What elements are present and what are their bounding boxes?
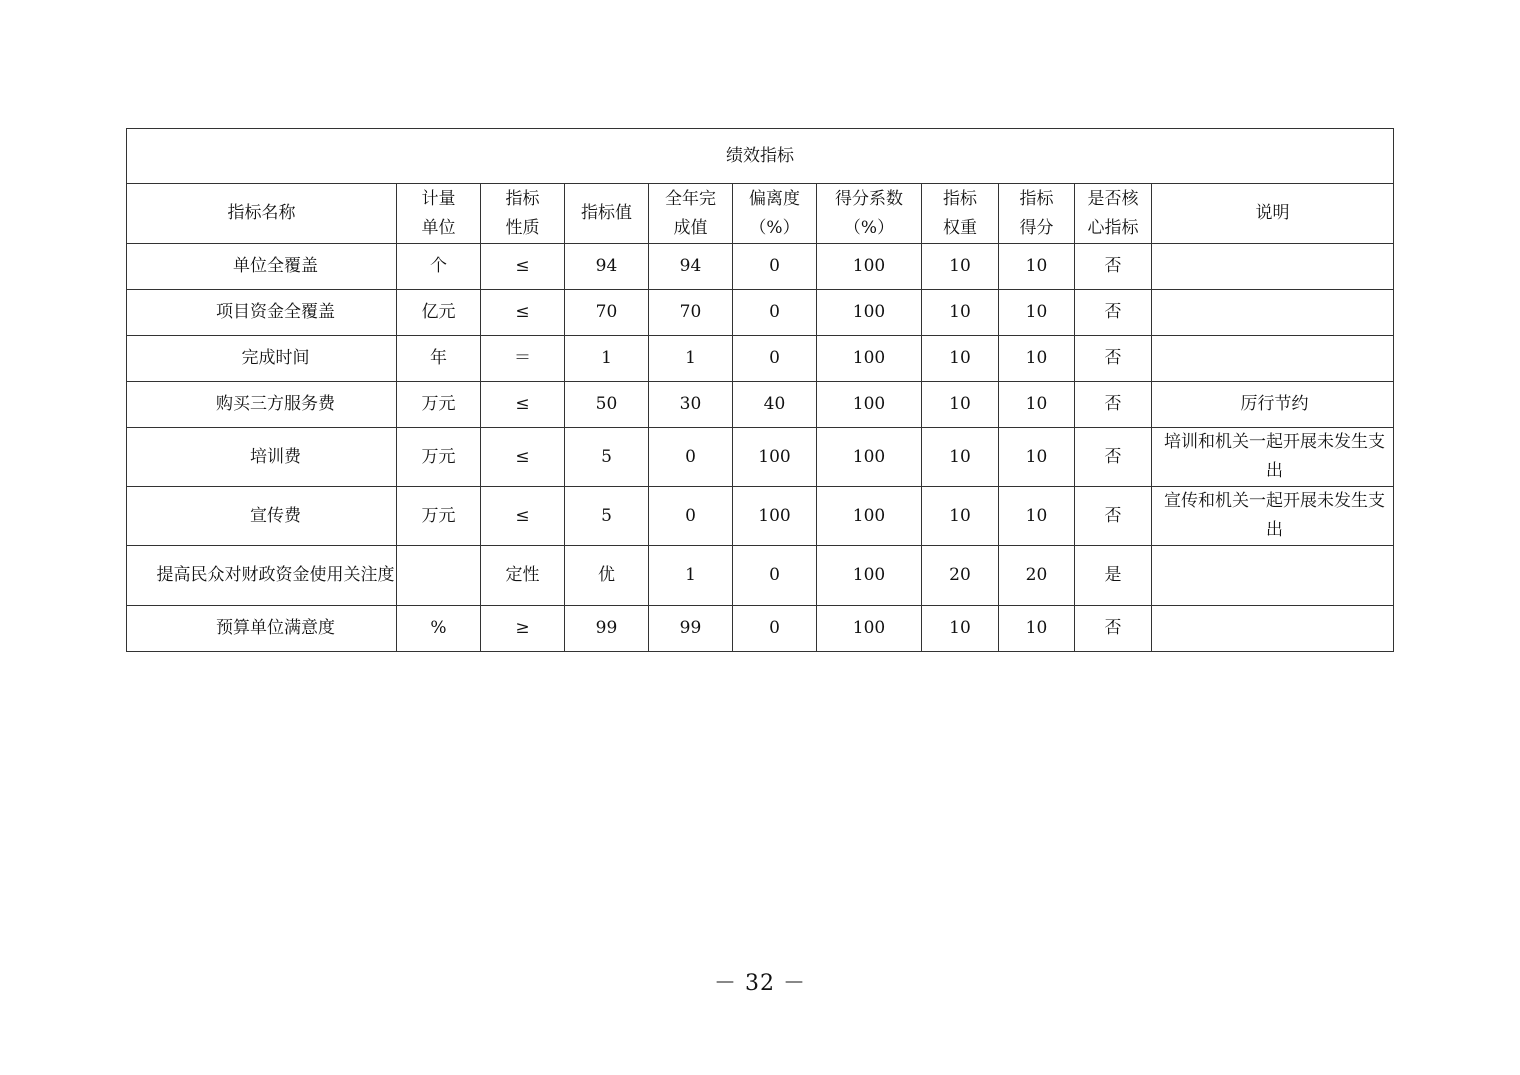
header-text: 计量	[421, 188, 456, 209]
is-core-cell: 否	[1075, 290, 1152, 336]
indicator-name-cell: 预算单位满意度	[127, 606, 397, 652]
is-core-cell: 是	[1075, 546, 1152, 606]
score-coefficient-cell: 100	[817, 428, 922, 487]
header-text: 成值	[673, 217, 708, 238]
header-text: 指标	[1019, 188, 1054, 209]
nature-cell: ＝	[481, 336, 565, 382]
actual-value-cell: 0	[649, 487, 733, 546]
target-value-cell: 99	[565, 606, 649, 652]
table-title-row	[127, 129, 1394, 184]
header-note	[1152, 184, 1394, 244]
header-indicator-name	[127, 184, 397, 244]
is-core-cell: 否	[1075, 244, 1152, 290]
unit-cell: 亿元	[397, 290, 481, 336]
target-value-cell: 5	[565, 487, 649, 546]
weight-cell: 10	[922, 290, 999, 336]
nature-cell: ≥	[481, 606, 565, 652]
note-cell: 厉行节约	[1152, 382, 1394, 428]
actual-value-cell: 94	[649, 244, 733, 290]
header-text: 指标	[943, 188, 977, 209]
is-core-cell: 否	[1075, 606, 1152, 652]
actual-value-cell: 1	[649, 336, 733, 382]
table-header-row	[127, 184, 1394, 244]
header-text: 偏离度	[749, 188, 800, 209]
deviation-cell: 0	[733, 290, 817, 336]
header-text: 说明	[1255, 203, 1290, 223]
weight-cell: 20	[922, 546, 999, 606]
note-cell	[1152, 336, 1394, 382]
header-text: 得分	[1019, 217, 1054, 238]
indicator-name-cell: 完成时间	[127, 336, 397, 382]
actual-value-cell: 99	[649, 606, 733, 652]
target-value-cell: 5	[565, 428, 649, 487]
indicator-name-cell: 购买三方服务费	[127, 382, 397, 428]
unit-cell	[397, 546, 481, 606]
actual-value-cell: 70	[649, 290, 733, 336]
note-cell	[1152, 290, 1394, 336]
score-coefficient-cell: 100	[817, 244, 922, 290]
header-text: 权重	[943, 217, 977, 238]
note-cell	[1152, 244, 1394, 290]
indicator-name-cell: 宣传费	[127, 487, 397, 546]
indicator-name-cell: 培训费	[127, 428, 397, 487]
page-number: － 32 －	[714, 971, 806, 996]
target-value-cell: 1	[565, 336, 649, 382]
header-text: 单位	[421, 217, 456, 238]
weight-cell: 10	[922, 428, 999, 487]
nature-cell: ≤	[481, 290, 565, 336]
nature-cell: ≤	[481, 244, 565, 290]
score-cell: 10	[999, 606, 1075, 652]
header-text: 性质	[505, 217, 540, 238]
score-cell: 10	[999, 487, 1075, 546]
header-score-coefficient	[817, 184, 922, 244]
target-value-cell: 50	[565, 382, 649, 428]
weight-cell: 10	[922, 244, 999, 290]
deviation-cell: 0	[733, 606, 817, 652]
weight-cell: 10	[922, 606, 999, 652]
unit-cell: 个	[397, 244, 481, 290]
is-core-cell: 否	[1075, 336, 1152, 382]
score-coefficient-cell: 100	[817, 382, 922, 428]
actual-value-cell: 0	[649, 428, 733, 487]
deviation-cell: 40	[733, 382, 817, 428]
score-cell: 10	[999, 428, 1075, 487]
indicator-name-cell: 提高民众对财政资金使用关注度	[127, 546, 397, 606]
note-cell: 宣传和机关一起开展未发生支出	[1152, 487, 1394, 546]
nature-cell: 定性	[481, 546, 565, 606]
nature-cell: ≤	[481, 428, 565, 487]
header-text: 是否核	[1087, 188, 1139, 209]
unit-cell: 万元	[397, 487, 481, 546]
table-row	[127, 546, 1394, 606]
header-score	[999, 184, 1075, 244]
is-core-cell: 否	[1075, 382, 1152, 428]
weight-cell: 10	[922, 487, 999, 546]
score-coefficient-cell: 100	[817, 487, 922, 546]
performance-indicator-table	[126, 128, 1394, 652]
score-coefficient-cell: 100	[817, 546, 922, 606]
header-is-core	[1075, 184, 1152, 244]
header-nature	[481, 184, 565, 244]
header-deviation	[733, 184, 817, 244]
header-weight	[922, 184, 999, 244]
deviation-cell: 0	[733, 546, 817, 606]
is-core-cell: 否	[1075, 487, 1152, 546]
header-text: 得分系数	[835, 188, 903, 209]
score-cell: 10	[999, 290, 1075, 336]
nature-cell: ≤	[481, 487, 565, 546]
deviation-cell: 0	[733, 244, 817, 290]
header-text: 指标名称	[227, 203, 296, 223]
header-text: （%）	[843, 217, 895, 238]
deviation-cell: 100	[733, 428, 817, 487]
target-value-cell: 优	[565, 546, 649, 606]
indicator-name-cell: 项目资金全覆盖	[127, 290, 397, 336]
score-cell: 20	[999, 546, 1075, 606]
actual-value-cell: 30	[649, 382, 733, 428]
table-row	[127, 382, 1394, 428]
score-coefficient-cell: 100	[817, 606, 922, 652]
nature-cell: ≤	[481, 382, 565, 428]
header-actual-value	[649, 184, 733, 244]
header-text: （%）	[749, 217, 800, 238]
note-cell	[1152, 546, 1394, 606]
weight-cell: 10	[922, 382, 999, 428]
header-text: 心指标	[1087, 217, 1139, 238]
header-text: 指标	[505, 188, 540, 209]
header-unit	[397, 184, 481, 244]
deviation-cell: 100	[733, 487, 817, 546]
is-core-cell: 否	[1075, 428, 1152, 487]
table-row	[127, 290, 1394, 336]
score-cell: 10	[999, 382, 1075, 428]
actual-value-cell: 1	[649, 546, 733, 606]
table-row	[127, 606, 1394, 652]
table-row	[127, 428, 1394, 487]
deviation-cell: 0	[733, 336, 817, 382]
unit-cell: %	[397, 606, 481, 652]
note-cell	[1152, 606, 1394, 652]
table-body	[127, 244, 1394, 652]
header-target-value	[565, 184, 649, 244]
score-coefficient-cell: 100	[817, 336, 922, 382]
header-text: 全年完	[665, 188, 716, 209]
unit-cell: 万元	[397, 382, 481, 428]
header-text: 指标值	[581, 203, 632, 223]
target-value-cell: 70	[565, 290, 649, 336]
unit-cell: 万元	[397, 428, 481, 487]
score-cell: 10	[999, 244, 1075, 290]
table-row	[127, 487, 1394, 546]
table-row	[127, 336, 1394, 382]
score-cell: 10	[999, 336, 1075, 382]
table-row	[127, 244, 1394, 290]
weight-cell: 10	[922, 336, 999, 382]
table-title: 绩效指标	[127, 129, 1394, 184]
score-coefficient-cell: 100	[817, 290, 922, 336]
indicator-name-cell: 单位全覆盖	[127, 244, 397, 290]
unit-cell: 年	[397, 336, 481, 382]
target-value-cell: 94	[565, 244, 649, 290]
note-cell: 培训和机关一起开展未发生支出	[1152, 428, 1394, 487]
